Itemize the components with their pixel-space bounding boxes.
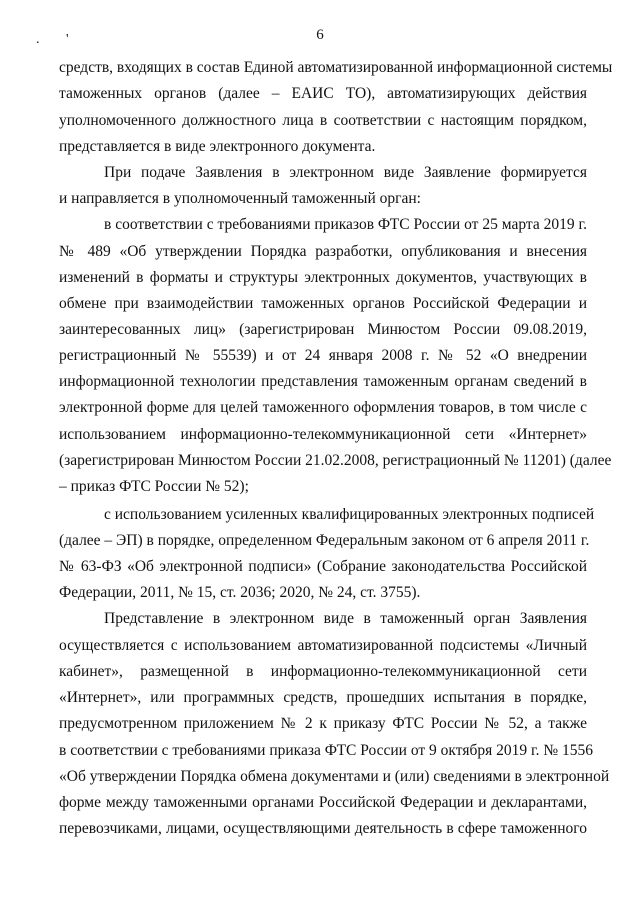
text-line: представляется в виде электронного документа. <box>59 138 376 155</box>
text-line: предусмотренном приложением № 2 к приказу ФТС России № 52, а также <box>59 715 587 732</box>
text-line: «Об утверждении Порядка обмена документами и (или) сведениями в электронной <box>59 768 610 785</box>
text-line: использованием информационно-телекоммуникационной сети «Интернет» <box>59 426 587 443</box>
text-line: средств, входящих в состав Единой автоматизированной информационной системы <box>59 59 613 76</box>
text-line: (зарегистрирован Минюстом России 21.02.2008, регистрационный № 11201) (далее <box>59 452 612 469</box>
text-line: обмене при взаимодействии таможенных органов Российской Федерации и <box>59 295 587 312</box>
text-line: форме между таможенными органами Российской Федерации и декларантами, <box>59 794 587 811</box>
page-number: 6 <box>316 27 324 43</box>
text-line: в соответствии с требованиями приказа ФТС России от 9 октября 2019 г. № 1556 <box>59 742 593 759</box>
text-line: с использованием усиленных квалифицированных электронных подписей <box>104 506 595 523</box>
text-line: регистрационный № 55539) и от 24 января 2008 г. № 52 «О внедрении <box>59 347 587 364</box>
text-line: № 63-ФЗ «Об электронной подписи» (Собрание законодательства Российской <box>59 558 587 575</box>
text-line: электронной форме для целей таможенного оформления товаров, в том числе с <box>59 399 587 416</box>
text-line: (далее – ЭП) в порядке, определенном Федеральным законом от 6 апреля 2011 г. <box>59 532 590 549</box>
text-line: перевозчиками, лицами, осуществляющими деятельность в сфере таможенного <box>59 820 587 837</box>
text-line: «Интернет», или программных средств, прошедших испытания в порядке, <box>59 689 587 706</box>
text-line: При подаче Заявления в электронном виде Заявление формируется <box>104 164 587 181</box>
scan-mark: . <box>36 32 40 47</box>
text-line: – приказ ФТС России № 52); <box>59 478 249 495</box>
text-line: Федерации, 2011, № 15, ст. 2036; 2020, № 24, ст. 3755). <box>59 584 421 601</box>
text-line: заинтересованных лиц» (зарегистрирован Минюстом России 09.08.2019, <box>59 321 587 338</box>
text-line: информационной технологии представления таможенным органам сведений в <box>59 373 587 390</box>
text-line: изменений в форматы и структуры электронных документов, участвующих в <box>59 269 587 286</box>
text-line: кабинет», размещенной в информационно-телекоммуникационной сети <box>59 663 587 680</box>
text-line: Представление в электронном виде в таможенный орган Заявления <box>104 610 587 627</box>
text-line: № 489 «Об утверждении Порядка разработки, опубликования и внесения <box>59 243 587 260</box>
text-line: в соответствии с требованиями приказов ФТС России от 25 марта 2019 г. <box>104 216 587 233</box>
text-line: таможенных органов (далее – ЕАИС ТО), автоматизирующих действия <box>59 85 587 102</box>
text-line: и направляется в уполномоченный таможенный орган: <box>59 190 421 207</box>
text-line: уполномоченного должностного лица в соответствии с настоящим порядком, <box>59 112 587 129</box>
scan-mark: ' <box>66 32 69 47</box>
text-line: осуществляется с использованием автоматизированной подсистемы «Личный <box>59 637 587 654</box>
